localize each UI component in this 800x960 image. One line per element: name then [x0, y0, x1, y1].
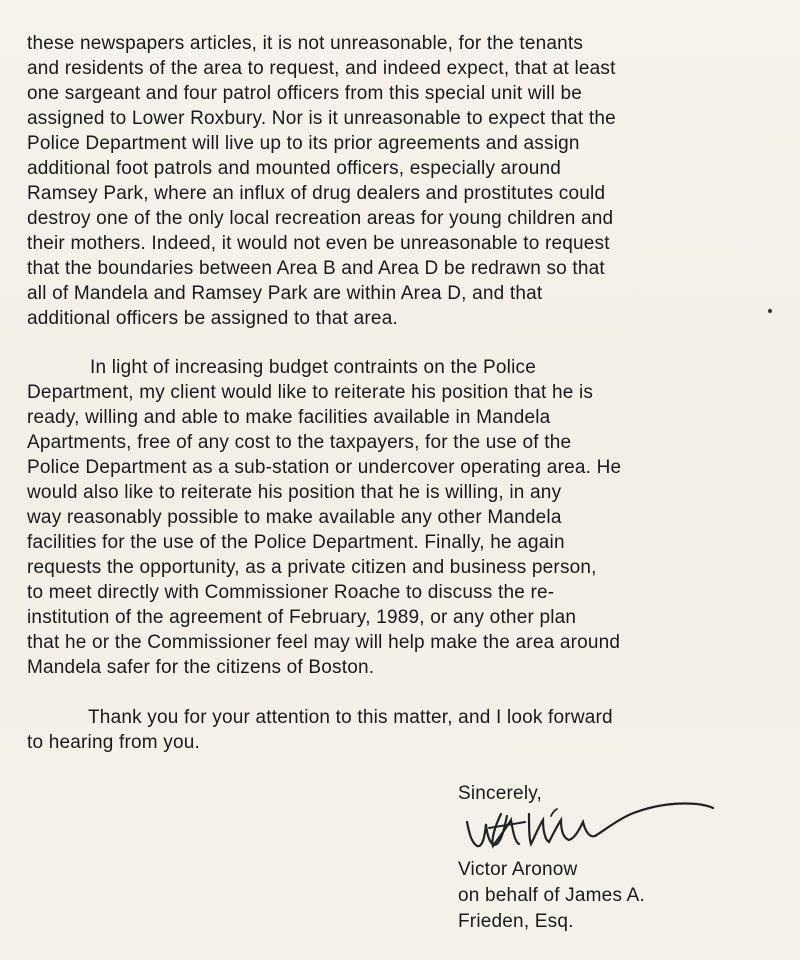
paragraph-1-line: destroy one of the only local recreation areas for young children and — [27, 208, 614, 229]
paragraph-2-line: way reasonably possible to make available any other Mandela — [27, 507, 562, 528]
paragraph-1-line: all of Mandela and Ramsey Park are within Area D, and that — [27, 283, 543, 304]
paragraph-2-line: requests the opportunity, as a private citizen and business person, — [27, 557, 597, 578]
paragraph-1-line: these newspapers articles, it is not unreasonable, for the tenants — [27, 33, 584, 54]
paragraph-1-line: additional officers be assigned to that area. — [27, 308, 398, 329]
paragraph-1-line: and residents of the area to request, and indeed expect, that at least — [27, 58, 616, 79]
paragraph-2-line: ready, willing and able to make facilities available in Mandela — [27, 407, 551, 428]
paragraph-1-line: that the boundaries between Area B and Area D be redrawn so that — [27, 258, 605, 279]
paragraph-1-line: Police Department will live up to its prior agreements and assign — [27, 133, 580, 154]
paragraph-1-line: assigned to Lower Roxbury. Nor is it unreasonable to expect that the — [27, 108, 616, 129]
paragraph-2-line: In light of increasing budget contraints on the Police — [90, 357, 536, 378]
paragraph-1-line: additional foot patrols and mounted officers, especially around — [27, 158, 562, 179]
paragraph-2-line: Police Department as a sub-station or undercover operating area. He — [27, 457, 622, 478]
paragraph-2-line: that he or the Commissioner feel may will help make the area around — [27, 632, 621, 653]
signer-name: Victor Aronow — [458, 859, 578, 880]
paragraph-1-line: one sargeant and four patrol officers from this special unit will be — [27, 83, 583, 104]
paragraph-2-line: would also like to reiterate his position that he is willing, in any — [27, 482, 562, 503]
paragraph-2-line: Apartments, free of any cost to the taxpayers, for the use of the — [27, 432, 572, 453]
paragraph-1-line: their mothers. Indeed, it would not even be unreasonable to request — [27, 233, 610, 254]
signer-principal: Frieden, Esq. — [458, 911, 574, 932]
paragraph-2-line: institution of the agreement of February, 1989, or any other plan — [27, 607, 577, 628]
paragraph-2-line: facilities for the use of the Police Department. Finally, he again — [27, 532, 565, 553]
signer-capacity: on behalf of James A. — [458, 885, 645, 906]
paragraph-1-line: Ramsey Park, where an influx of drug dealers and prostitutes could — [27, 183, 606, 204]
paragraph-3-line: Thank you for your attention to this matter, and I look forward — [88, 707, 613, 728]
paragraph-2-line: Mandela safer for the citizens of Boston. — [27, 657, 375, 678]
paragraph-2-line: Department, my client would like to reiterate his position that he is — [27, 382, 594, 403]
paragraph-2-line: to meet directly with Commissioner Roache to discuss the re- — [27, 582, 555, 603]
handwritten-signature — [455, 780, 735, 860]
paper-speck — [768, 309, 772, 313]
closing-text: Sincerely, — [458, 783, 543, 804]
paragraph-3-line: to hearing from you. — [27, 732, 200, 753]
